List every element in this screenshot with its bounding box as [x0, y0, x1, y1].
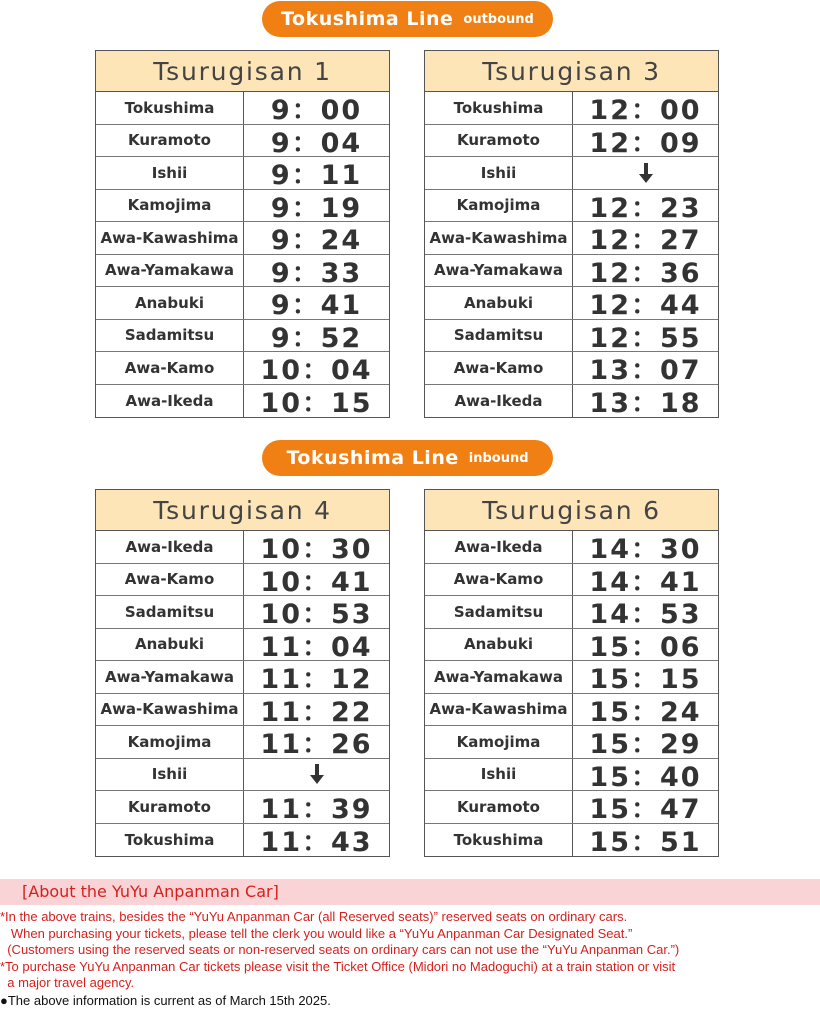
station-name: Awa-Kamo [425, 564, 573, 596]
departure-time: 10：30 [260, 534, 373, 566]
station-name: Awa-Ikeda [425, 385, 573, 418]
about-title: [About the YuYu Anpanman Car] [22, 882, 279, 901]
down-arrow-icon [573, 157, 718, 189]
timetable-tsurugisan-1 [95, 50, 390, 418]
station-name: Tokushima [96, 824, 244, 857]
departure-time: 15：40 [589, 761, 702, 793]
departure-time: 15：24 [589, 696, 702, 728]
note-line: a major travel agency. [0, 975, 135, 990]
train-name: Tsurugisan 4 [96, 490, 389, 531]
timetable-row [425, 629, 718, 662]
timetable-row [425, 726, 718, 759]
timetable-row [96, 629, 389, 662]
timetable-row [425, 694, 718, 727]
station-name: Ishii [425, 157, 573, 189]
timetable-row [425, 531, 718, 564]
departure-time: 10：15 [260, 388, 373, 420]
departure-time: 15：15 [589, 664, 702, 696]
timetable-row [425, 287, 718, 320]
station-name: Kamojima [425, 726, 573, 758]
timetable-row [425, 385, 718, 418]
departure-time: 13：18 [589, 388, 702, 420]
station-name: Ishii [425, 759, 573, 791]
station-name: Awa-Ikeda [425, 531, 573, 563]
timetable-tsurugisan-3 [424, 50, 719, 418]
station-name: Awa-Ikeda [96, 531, 244, 563]
timetable-row [425, 824, 718, 857]
station-name: Kamojima [96, 726, 244, 758]
departure-time: 10：04 [260, 355, 373, 387]
inbound-line-banner [262, 440, 553, 476]
departure-time: 11：43 [260, 827, 373, 859]
station-name: Anabuki [425, 629, 573, 661]
station-name: Kamojima [96, 190, 244, 222]
timetable-row [96, 352, 389, 385]
note-line: *To purchase YuYu Anpanman Car tickets please visit the Ticket Office (Midori no Madoguchi) at a train station or visit [0, 958, 676, 974]
timetable-row [96, 385, 389, 418]
departure-time: 14：53 [589, 599, 702, 631]
departure-time: 15：51 [589, 827, 702, 859]
station-name: Awa-Yamakawa [96, 661, 244, 693]
station-name: Sadamitsu [96, 320, 244, 352]
info-current-note: ●The above information is current as of March 15th 2025. [0, 993, 331, 1008]
departure-time: 15：29 [589, 729, 702, 761]
departure-time: 9：52 [270, 322, 363, 354]
station-name: Awa-Kamo [96, 352, 244, 384]
line-name: Tokushima Line [286, 447, 459, 469]
timetable-row [425, 255, 718, 288]
station-name: Awa-Yamakawa [425, 661, 573, 693]
timetable-row [96, 661, 389, 694]
timetable-row [96, 726, 389, 759]
departure-time: 11：22 [260, 696, 373, 728]
train-name: Tsurugisan 1 [96, 51, 389, 92]
station-name: Awa-Yamakawa [425, 255, 573, 287]
station-name: Tokushima [425, 92, 573, 124]
departure-time: 12：09 [589, 127, 702, 159]
timetable-row [425, 564, 718, 597]
station-name: Tokushima [96, 92, 244, 124]
timetable-row [425, 320, 718, 353]
timetable-row [425, 92, 718, 125]
departure-time: 11：12 [260, 664, 373, 696]
departure-time: 12：00 [589, 95, 702, 127]
departure-time: 9：11 [270, 160, 363, 192]
departure-time: 12：55 [589, 322, 702, 354]
departure-time: 11：04 [260, 631, 373, 663]
station-name: Kuramoto [425, 125, 573, 157]
departure-time: 12：36 [589, 257, 702, 289]
departure-time: 12：23 [589, 192, 702, 224]
station-name: Kuramoto [425, 791, 573, 823]
station-name: Awa-Ikeda [96, 385, 244, 418]
timetable-row [425, 125, 718, 158]
station-name: Kamojima [425, 190, 573, 222]
station-name: Tokushima [425, 824, 573, 857]
departure-time: 15：47 [589, 794, 702, 826]
timetable-row [96, 791, 389, 824]
station-name: Ishii [96, 157, 244, 189]
station-name: Awa-Kawashima [96, 694, 244, 726]
timetable-row [96, 287, 389, 320]
departure-time: 10：53 [260, 599, 373, 631]
train-name: Tsurugisan 6 [425, 490, 718, 531]
departure-time: 9：41 [270, 290, 363, 322]
station-name: Awa-Yamakawa [96, 255, 244, 287]
station-name: Anabuki [96, 287, 244, 319]
departure-time: 9：00 [270, 95, 363, 127]
departure-time: 10：41 [260, 566, 373, 598]
note-line: When purchasing your tickets, please tell the clerk you would like a “YuYu Anpanman Car Designated Seat.” [0, 925, 633, 941]
station-name: Awa-Kawashima [425, 222, 573, 254]
down-arrow-icon [244, 759, 389, 791]
timetable-row [425, 791, 718, 824]
departure-time: 9：19 [270, 192, 363, 224]
timetable-row [425, 352, 718, 385]
timetable-row [425, 157, 718, 190]
departure-time: 9：33 [270, 257, 363, 289]
timetable-row [96, 694, 389, 727]
about-section-header [0, 879, 820, 905]
station-name: Awa-Kamo [96, 564, 244, 596]
station-name: Sadamitsu [425, 596, 573, 628]
departure-time: 14：41 [589, 566, 702, 598]
timetable-row [96, 92, 389, 125]
departure-time: 12：27 [589, 225, 702, 257]
timetable-row [96, 531, 389, 564]
timetable-row [425, 222, 718, 255]
departure-time: 15：06 [589, 631, 702, 663]
timetable-row [96, 255, 389, 288]
station-name: Anabuki [425, 287, 573, 319]
departure-time: 9：24 [270, 225, 363, 257]
timetable-row [96, 125, 389, 158]
station-name: Kuramoto [96, 125, 244, 157]
departure-time: 14：30 [589, 534, 702, 566]
timetable-row [96, 320, 389, 353]
timetable-row [425, 661, 718, 694]
timetable-row [96, 564, 389, 597]
timetable-tsurugisan-4 [95, 489, 390, 857]
train-name: Tsurugisan 3 [425, 51, 718, 92]
station-name: Kuramoto [96, 791, 244, 823]
departure-time: 13：07 [589, 355, 702, 387]
timetable-row [96, 222, 389, 255]
station-name: Awa-Kawashima [96, 222, 244, 254]
timetable-row [425, 759, 718, 792]
station-name: Ishii [96, 759, 244, 791]
departure-time: 12：44 [589, 290, 702, 322]
station-name: Anabuki [96, 629, 244, 661]
line-direction: outbound [463, 11, 534, 27]
departure-time: 11：39 [260, 794, 373, 826]
timetable-row [96, 190, 389, 223]
timetable-row [425, 596, 718, 629]
about-notes [0, 909, 820, 992]
station-name: Sadamitsu [96, 596, 244, 628]
timetable-row [96, 824, 389, 857]
note-line: *In the above trains, besides the “YuYu Anpanman Car (all Reserved seats)” reserved seats on ordinary cars. [0, 909, 628, 924]
timetable-row [96, 759, 389, 792]
timetable-row [425, 190, 718, 223]
departure-time: 9：04 [270, 127, 363, 159]
timetable-row [96, 157, 389, 190]
departure-time: 11：26 [260, 729, 373, 761]
note-line: (Customers using the reserved seats or non-reserved seats on ordinary cars can not use the “YuYu Anpanman Car.”) [0, 942, 680, 957]
timetable-row [96, 596, 389, 629]
station-name: Sadamitsu [425, 320, 573, 352]
station-name: Awa-Kawashima [425, 694, 573, 726]
line-name: Tokushima Line [281, 8, 454, 30]
station-name: Awa-Kamo [425, 352, 573, 384]
timetable-tsurugisan-6 [424, 489, 719, 857]
line-direction: inbound [468, 450, 529, 466]
outbound-line-banner [262, 1, 553, 37]
